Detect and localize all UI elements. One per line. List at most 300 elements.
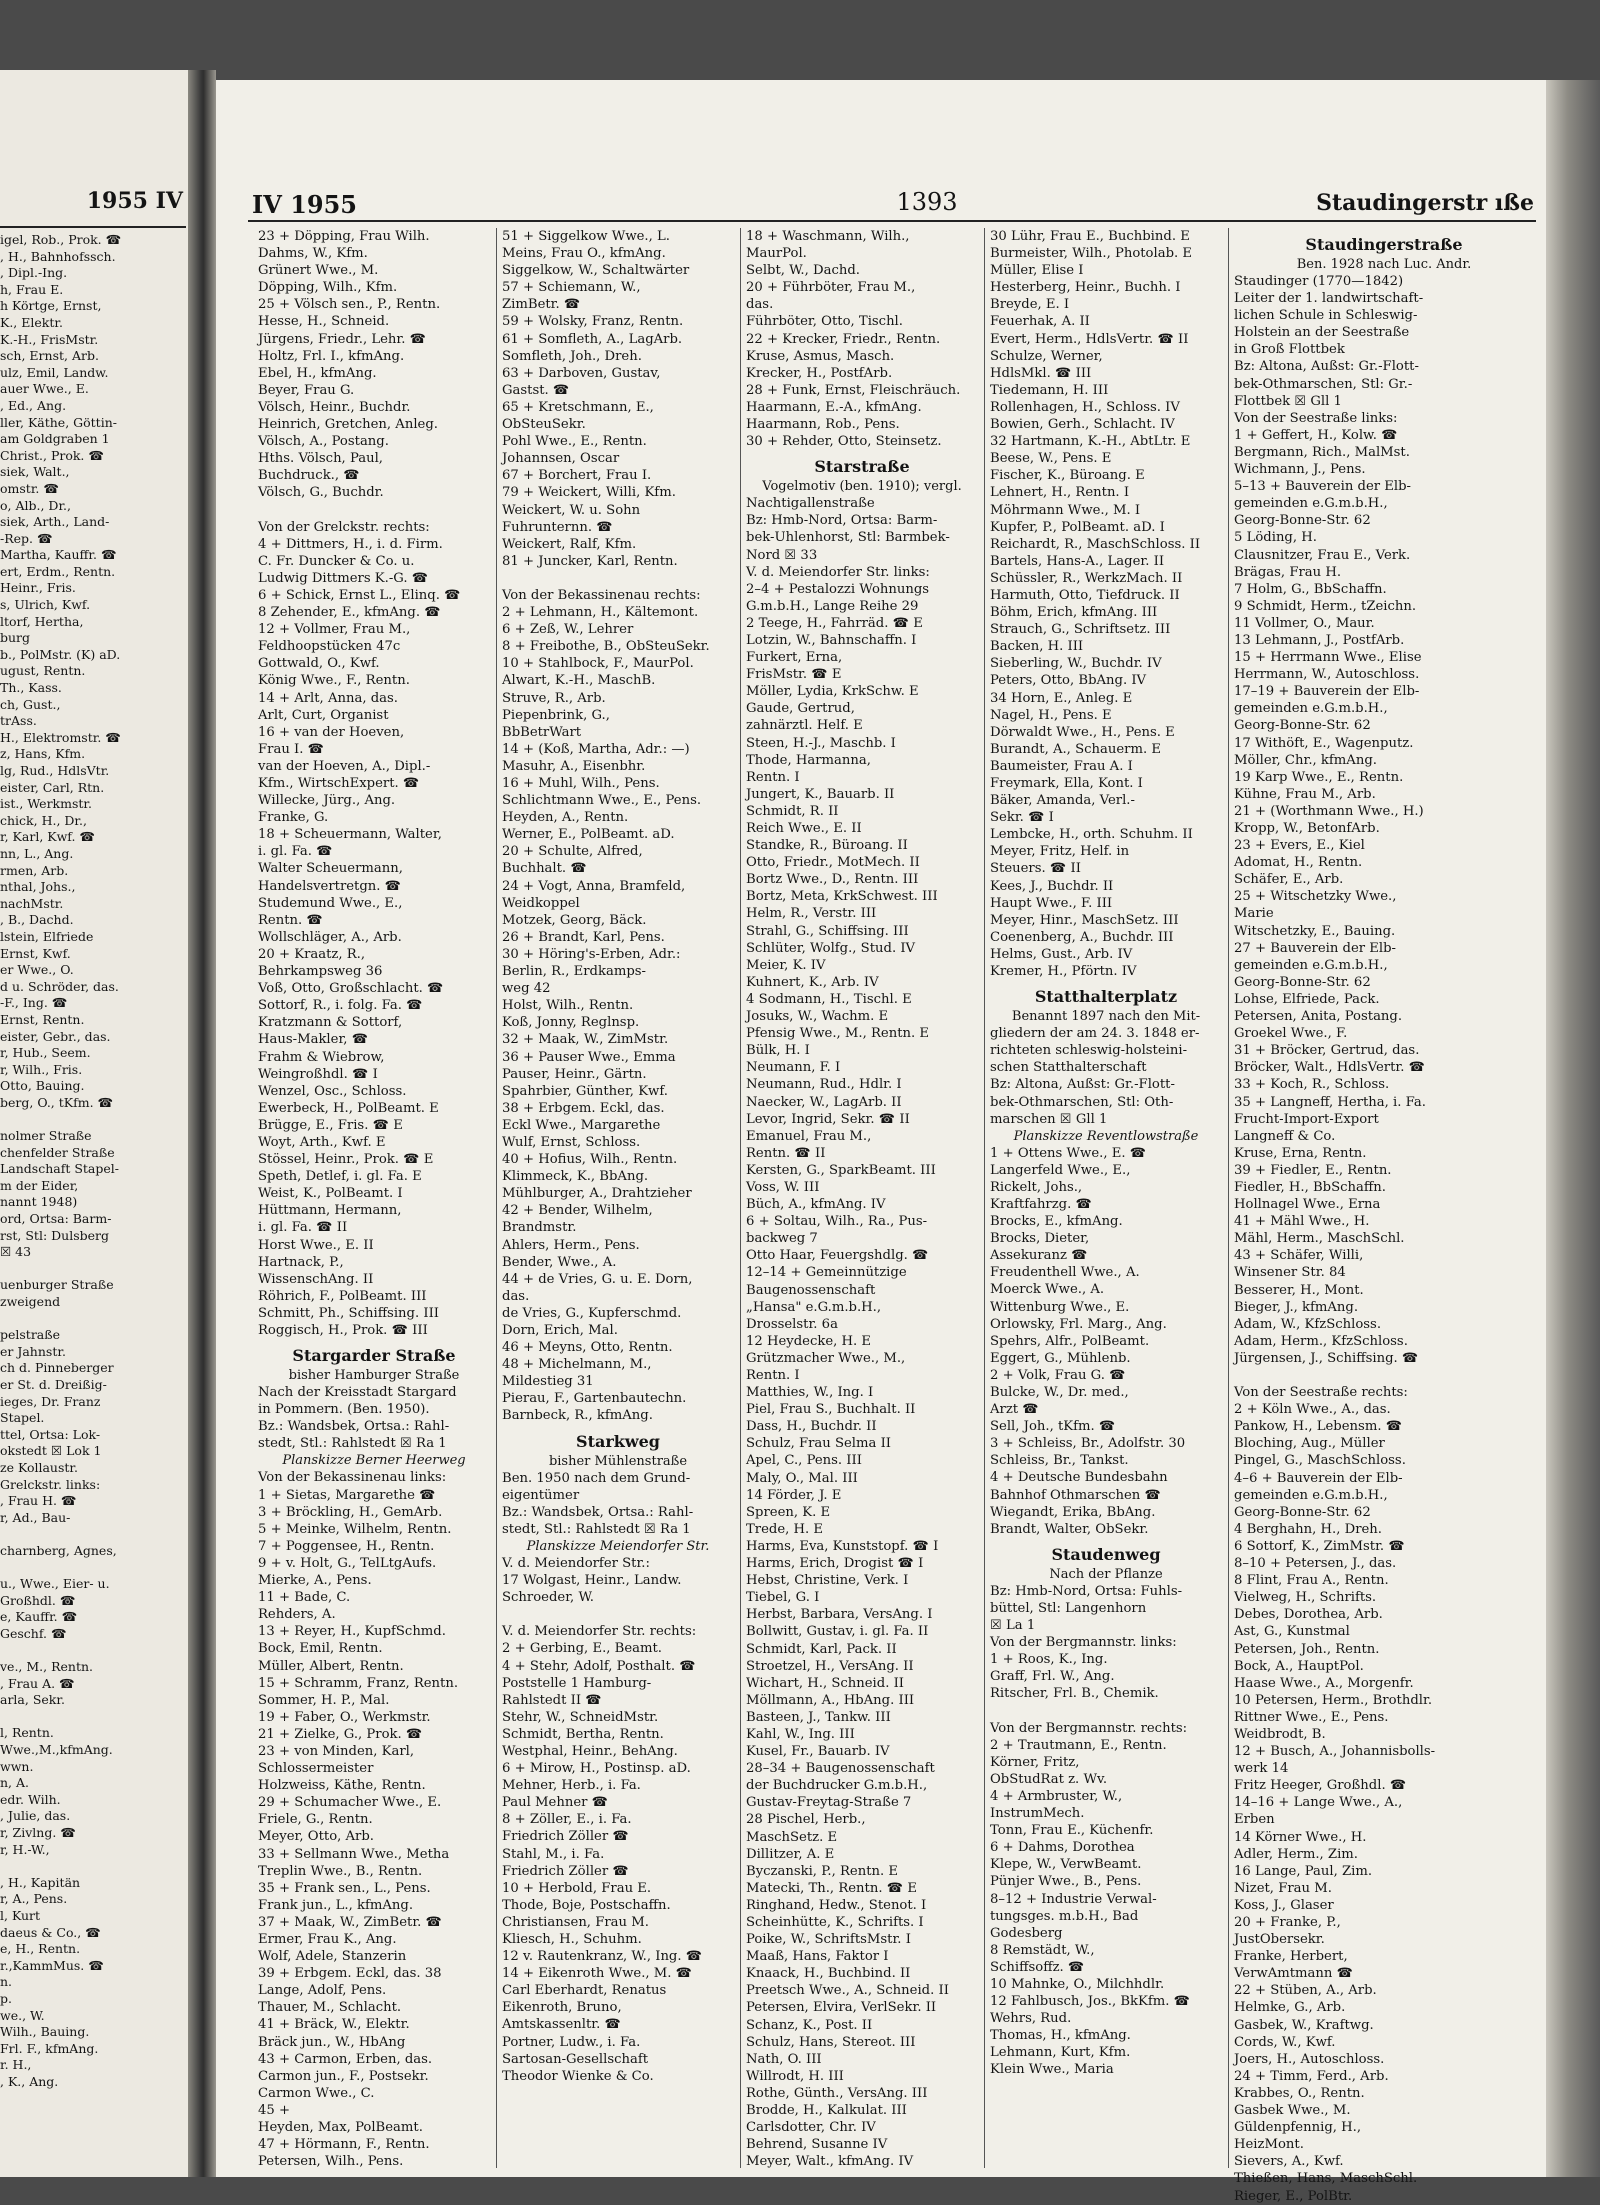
entry-line: Adler, Herm., Zim. [1234,1846,1358,1862]
entry-line: Portner, Ludw., i. Fa. [502,2034,641,2050]
entry-line: Grünert Wwe., M. [258,263,379,279]
entry-line: Rittner Wwe., E., Pens. [1234,1709,1389,1725]
entry-line: Schulz, Frau Selma II [746,1436,891,1452]
entry-line: 51 + Siggelkow Wwe., L. [502,229,670,244]
entry-line: 21 + Zielke, G., Prok. ☎ [258,1726,423,1742]
entry-line: 45 + [258,2102,291,2118]
entry-line: Büch, A., kfmAng. IV [746,1197,886,1213]
entry-line: siek, Arth., Land- [0,514,110,530]
entry-line: charnberg, Agnes, [0,1542,117,1558]
entry-line: Horst Wwe., E. II [258,1237,374,1253]
entry-line: schen Statthalterschaft [990,1060,1147,1076]
entry-line: Hollnagel Wwe., Erna [1234,1197,1381,1213]
entry-line: u., Wwe., Eier- u. [0,1576,110,1592]
entry-line: Heinr., Fris. [0,580,76,596]
entry-line: Weickert, Ralf, Kfm. [502,536,637,552]
entry-line: rmen, Arb. [0,862,69,878]
entry-line: Schlüter, Wolfg., Stud. IV [746,940,916,956]
entry-line: Masuhr, A., Eisenbhr. [502,758,646,774]
entry-line: 6 + Mirow, H., Postinsp. aD. [502,1761,691,1777]
entry-line: gemeinden e.G.m.b.H., [1234,496,1388,512]
entry-line: Pierau, F., Gartenbautechn. [502,1391,687,1407]
entry-line: Rentn. I [746,769,800,785]
entry-line: r, Zivlng. ☎ [0,1825,76,1840]
entry-line: Schroeder, W. [502,1590,594,1606]
entry-line: -F., Ing. ☎ [0,995,68,1011]
entry-line: Güldenpfennig, H., [1234,2120,1362,2136]
entry-line: Langerfeld Wwe., E., [990,1162,1131,1178]
entry-line: Grützmacher Wwe., M., [746,1350,906,1366]
entry-line: Nizet, Frau M. [1234,1880,1332,1896]
entry-line: uenburger Straße [0,1277,114,1293]
entry-line: 5–13 + Bauverein der Elb- [1234,479,1411,495]
entry-line: Peters, Otto, BbAng. IV [990,673,1147,689]
entry-line: 15 + Schramm, Franz, Rentn. [258,1675,459,1691]
entry-line: der Buchdrucker G.m.b.H., [746,1778,928,1794]
entry-line: Kruse, Erna, Rentn. [1234,1145,1367,1161]
entry-line: Kropp, W., BetonfArb. [1234,821,1380,836]
entry-line: Schüssler, R., WerkzMach. II [990,570,1183,586]
entry-line: 10 Mahnke, O., Milchhdlr. [990,1977,1165,1992]
entry-line: Schulz, Hans, Stereot. III [746,2034,916,2050]
entry-line: lichen Schule in Schleswig- [1234,308,1418,324]
entry-line: , Frau A. ☎ [0,1675,75,1691]
entry-line: ulz, Emil, Landw. [0,364,109,380]
entry-line: Westphal, Heinr., BehAng. [502,1743,678,1759]
entry-line: K., Elektr. [0,314,63,330]
entry-line: 14 + Arlt, Anna, das. [258,690,398,706]
entry-line: 8 + Freibothe, B., ObSteuSekr. [502,639,710,655]
entry-line: Schmidt, Bertha, Rentn. [502,1726,664,1742]
entry-line: Dahms, W., Kfm. [258,246,368,262]
directory-column-4 [990,228,1222,2168]
entry-line: 11 + Bade, C. [258,1590,351,1606]
entry-line: Vogelmotiv (ben. 1910); vergl. [762,479,962,495]
entry-line: Sieberling, W., Buchdr. IV [990,656,1162,672]
entry-line: Bz: Altona, Außst: Gr.-Flott- [990,1077,1175,1093]
entry-line: Dass, H., Buchdr. II [746,1419,877,1435]
entry-line: Rieger, E., PolBtr. [1234,2188,1353,2204]
entry-line: VerwAmtmann ☎ [1234,1966,1354,1982]
entry-line: , Frau H. ☎ [0,1493,77,1509]
book-gutter [188,70,216,2177]
entry-line: 4 + Armbruster, W., [990,1788,1123,1804]
entry-line: Von der Bekassinenau rechts: [502,587,701,603]
entry-line: ZimBetr. ☎ [502,297,581,313]
entry-line: Scheinhütte, K., Schrifts. I [746,1915,924,1930]
entry-line: Handelsvertretgn. ☎ [258,878,402,894]
entry-line: Fiedler, H., BbSchaffn. [1234,1179,1386,1195]
entry-line: Schmitt, Ph., Schiffsing. III [258,1305,439,1321]
entry-line: Cords, W., Kwf. [1234,2034,1336,2050]
entry-line: V. d. Meiendorfer Str. rechts: [502,1624,697,1640]
entry-line: 26 + Brandt, Karl, Pens. [502,929,665,945]
entry-line: okstedt ☒ Lok 1 [0,1443,102,1459]
entry-line: Brandt, Walter, ObSekr. [990,1521,1149,1537]
entry-line: Brägas, Frau H. [1234,564,1342,580]
entry-line: 27 + Bauverein der Elb- [1234,940,1397,956]
entry-line: Freudenthell Wwe., A. [990,1265,1140,1281]
entry-line: Joers, H., Autoschloss. [1234,2051,1385,2067]
entry-line: ert, Erdm., Rentn. [0,563,116,579]
entry-line: Adam, W., KfzSchloss. [1234,1316,1382,1332]
entry-line: Debes, Dorothea, Arb. [1234,1607,1383,1623]
entry-line: nannt 1948) [0,1194,78,1210]
entry-line: 32 + Maak, W., ZimMstr. [502,1032,669,1048]
entry-line: Hüttmann, Hermann, [258,1203,402,1219]
entry-line: weg 42 [502,981,551,997]
entry-line: 17 Wolgast, Heinr., Landw. [502,1573,682,1589]
entry-line: Ermer, Frau K., Ang. [258,1932,397,1947]
entry-line: 37 + Maak, W., ZimBetr. ☎ [258,1914,442,1930]
entry-line: auer Wwe., E. [0,381,89,397]
entry-line: 22 + Krecker, Friedr., Rentn. [746,331,941,347]
spacer [258,502,490,519]
entry-line: Wwe.,M.,kfmAng. [0,1742,113,1758]
entry-line: 29 + Schumacher Wwe., E. [258,1795,442,1811]
entry-line: Krabbes, O., Rentn. [1234,2085,1365,2101]
entry-line: Pankow, H., Lebensm. ☎ [1234,1419,1403,1435]
entry-line: Helmke, G., Arb. [1234,2000,1346,2016]
entry-line: Eikenroth, Bruno, [502,2000,622,2016]
entry-line: Petersen, Elvira, VerlSekr. II [746,2000,937,2016]
entry-line: nn, L., Ang. [0,845,74,861]
entry-line: Bz.: Wandsbek, Ortsa.: Rahl- [258,1419,450,1435]
entry-line: r.,KammMus. ☎ [0,1957,104,1973]
entry-line: InstrumMech. [990,1806,1085,1822]
entry-line: Harms, Eva, Kunststopf. ☎ I [746,1538,939,1554]
entry-line: Flottbek ☒ Gll 1 [1234,393,1342,409]
entry-line: Helms, Gust., Arb. IV [990,946,1133,962]
entry-line: Graff, Frl. W., Ang. [990,1669,1115,1685]
entry-line: Burmeister, Wilh., Photolab. E [990,246,1193,262]
entry-line: Bortz Wwe., D., Rentn. III [746,872,919,888]
entry-line: Hesse, H., Schneid. [258,314,390,330]
entry-line: Ben. 1950 nach dem Grund- [502,1470,691,1486]
entry-line: nolmer Straße [0,1128,92,1144]
entry-line: Von der Bergmannstr. links: [990,1635,1177,1651]
entry-line: er Jahnstr. [0,1343,66,1359]
entry-line: Byczanski, P., Rentn. E [746,1863,898,1879]
entry-line: Kahl, W., Ing. III [746,1726,855,1742]
entry-line: Carlsdotter, Chr. IV [746,2120,876,2136]
entry-line: Stapel. [0,1410,45,1426]
entry-line: 12 v. Rautenkranz, W., Ing. ☎ [502,1949,703,1965]
entry-line: Spehrs, Alfr., PolBeamt. [990,1333,1150,1349]
entry-line: edr. Wilh. [0,1791,61,1807]
entry-line: 32 Hartmann, K.-H., AbtLtr. E [990,434,1191,450]
entry-line: Fischer, K., Büroang. E [990,468,1145,484]
entry-line: Bollwitt, Gustav, i. gl. Fa. II [746,1624,929,1640]
entry-line: Bz.: Wandsbek, Ortsa.: Rahl- [502,1504,694,1520]
entry-line: Friedrich Zöller ☎ [502,1863,629,1879]
entry-line: arla, Sekr. [0,1692,65,1708]
entry-line: 8 Zehender, E., kfmAng. ☎ [258,605,441,621]
entry-line: 12 Heydecke, H. E [746,1333,872,1349]
entry-line: Martha, Kauffr. ☎ [0,547,117,563]
entry-line: 16 Lange, Paul, Zim. [1234,1863,1373,1879]
column-divider [496,228,497,2168]
entry-line: ieges, Dr. Franz [0,1393,101,1409]
entry-line: 7 + Poggensee, H., Rentn. [258,1538,435,1554]
entry-line: Planskizze Reventlowstraße [1013,1128,1199,1144]
entry-line: Krecker, H., PostfArb. [746,365,893,381]
entry-line: Rahlstedt II ☎ [502,1692,602,1708]
entry-line: Treplin Wwe., B., Rentn. [258,1863,423,1879]
entry-line: rst, Stl: Dulsberg [0,1227,109,1243]
entry-line: 9 + v. Holt, G., TelLtgAufs. [258,1555,437,1571]
street-heading: Staudenweg [1051,1544,1161,1564]
entry-line: Landschaft Stapel- [0,1161,120,1177]
entry-line: siek, Walt., [0,464,70,480]
entry-line: Brocks, E., kfmAng. [990,1214,1123,1230]
entry-line: Gottwald, O., Kwf. [258,656,380,672]
entry-line: Spreen, K. E [746,1504,831,1520]
entry-line: Thießen, Hans, MaschSchl. [1234,2171,1418,2187]
entry-line: Bowien, Gerh., Schlacht. IV [990,417,1175,433]
entry-line: Trede, H. E [746,1521,824,1537]
entry-line: 48 + Michelmann, M., [502,1357,652,1373]
entry-line: Rentn. ☎ II [746,1145,826,1161]
entry-line: r, Wilh., Fris. [0,1061,83,1077]
entry-line: Holzweiss, Käthe, Rentn. [258,1778,426,1794]
entry-line: Bz: Hmb-Nord, Ortsa: Fuhls- [990,1583,1183,1599]
entry-line: Stössel, Heinr., Prok. ☎ E [258,1152,434,1168]
entry-line: gemeinden e.G.m.b.H., [1234,1487,1388,1503]
entry-line: Otto, Bauing. [0,1078,85,1094]
entry-line: trAss. [0,713,37,729]
entry-line: Petersen, Joh., Rentn. [1234,1641,1380,1657]
entry-line: Von der Seestraße rechts: [1234,1385,1408,1401]
entry-line: stedt, Stl.: Rahlstedt ☒ Ra 1 [502,1521,691,1537]
entry-line: Witschetzky, E., Bauing. [1234,923,1396,939]
entry-line: 2 Teege, H., Fahrräd. ☎ E [746,615,923,631]
entry-line: Koss, J., Glaser [1234,1897,1334,1913]
entry-line: -Rep. ☎ [0,530,53,546]
entry-line: Leiter der 1. landwirtschaft- [1234,291,1424,307]
spacer [0,1261,186,1278]
entry-line: Franke, Herbert, [1234,1949,1348,1965]
entry-line: 14–16 + Lange Wwe., A., [1234,1795,1403,1811]
entry-line: Weidkoppel [502,895,580,911]
entry-line: BbBetrWart [502,724,582,740]
entry-line: 43 + Schäfer, Willi, [1234,1248,1364,1264]
entry-line: Nagel, H., Pens. E [990,707,1112,723]
entry-line: 12 + Busch, A., Johannisbolls- [1234,1744,1436,1760]
entry-line: 47 + Hörmann, F., Rentn. [258,2137,430,2153]
entry-line: Walter Scheuermann, [258,861,403,877]
entry-line: HdlsMkl. ☎ III [990,365,1092,381]
entry-line: Hebst, Christine, Verk. I [746,1573,909,1589]
entry-line: 46 + Meyns, Otto, Rentn. [502,1340,673,1356]
entry-line: 34 Horn, E., Anleg. E [990,690,1133,706]
entry-line: Burandt, A., Schauerm. E [990,741,1161,757]
entry-line: burg [0,630,31,646]
entry-line: 10 Petersen, Herm., Brothdlr. [1234,1692,1433,1708]
entry-line: Jürgensen, J., Schiffsing. ☎ [1234,1350,1419,1366]
entry-line: Kratzmann & Sottorf, [258,1015,403,1031]
entry-line: Bartels, Hans-A., Lager. II [990,553,1165,569]
entry-line: n. [0,1974,13,1990]
entry-line: 35 + Frank sen., L., Pens. [258,1880,431,1896]
spacer [1234,1367,1534,1384]
entry-line: lstein, Elfriede [0,928,94,944]
entry-line: o, Alb., Dr., [0,497,71,513]
entry-line: 12 + Vollmer, Frau M., [258,622,411,638]
spacer [990,1703,1222,1720]
entry-line: Meyer, Walt., kfmAng. IV [746,2154,914,2170]
entry-line: 4 + Stehr, Adolf, Posthalt. ☎ [502,1658,696,1674]
entry-line: 63 + Darboven, Gustav, [502,365,661,381]
entry-line: nthal, Johs., [0,879,76,895]
entry-line: 8–10 + Petersen, J., das. [1234,1556,1397,1572]
entry-line: p. [0,1990,12,2006]
entry-line: Clausnitzer, Frau E., Verk. [1234,547,1411,563]
entry-line: Bülk, H. I [746,1043,810,1059]
entry-line: 8 + Zöller, E., i. Fa. [502,1812,632,1828]
entry-line: Steen, H.-J., Maschb. I [746,735,896,751]
entry-line: Bloching, Aug., Müller [1234,1436,1385,1452]
entry-line: Moerck Wwe., A. [990,1282,1105,1298]
entry-line: V. d. Meiendorfer Str. links: [746,564,930,580]
entry-line: Völsch, Heinr., Buchdr. [258,399,411,415]
entry-line: Gastst. ☎ [502,382,570,398]
column-divider [740,228,741,2168]
entry-line: Planskizze Berner Heerweg [282,1453,466,1469]
entry-line: 5 + Meinke, Wilhelm, Rentn. [258,1521,452,1537]
entry-line: Georg-Bonne-Str. 62 [1234,974,1371,990]
entry-line: in Groß Flottbek [1234,342,1345,358]
entry-line: Nord ☒ 33 [746,547,818,563]
entry-line: Furkert, Erna, [746,650,843,666]
entry-line: Ebel, H., kfmAng. [258,365,377,381]
entry-line: Levor, Ingrid, Sekr. ☎ II [746,1111,910,1127]
entry-line: Gasbek, W., Kraftwg. [1234,2017,1374,2033]
entry-line: Steuers. ☎ II [990,861,1081,877]
entry-line: Poststelle 1 Hamburg- [502,1675,652,1691]
entry-line: nachMstr. [0,895,64,911]
entry-line: 10 + Herbold, Frau E. [502,1880,652,1896]
entry-line: Kees, J., Buchdr. II [990,878,1114,894]
entry-line: 8 Remstädt, W., [990,1942,1095,1958]
entry-line: 23 + Evers, E., Kiel [1234,838,1365,854]
entry-line: Strahl, G., Schiffsing. III [746,923,909,939]
entry-line: 14 Förder, J. E [746,1487,842,1503]
entry-line: chenfelder Straße [0,1144,115,1160]
entry-line: 59 + Wolsky, Franz, Rentn. [502,314,684,330]
entry-line: Petersen, Wilh., Pens. [258,2154,404,2170]
entry-line: i. gl. Fa. ☎ [258,844,333,860]
entry-line: van der Hoeven, A., Dipl.- [258,758,431,774]
entry-line: Von der Grelckstr. rechts: [258,519,430,535]
entry-line: 10 + Stahlbock, F., MaurPol. [502,656,694,672]
entry-line: Petersen, Anita, Postang. [1234,1009,1403,1025]
entry-line: Standke, R., Büroang. II [746,838,908,854]
entry-line: Emanuel, Frau M., [746,1128,872,1144]
entry-line: Nath, O. III [746,2051,822,2067]
entry-line: Tiedemann, H. III [990,382,1109,398]
entry-line: Kuhnert, K., Arb. IV [746,974,879,990]
entry-line: , Julie, das. [0,1808,71,1824]
entry-line: Lembcke, H., orth. Schuhm. II [990,827,1193,843]
entry-line: berg, O., tKfm. ☎ [0,1094,114,1110]
entry-line: 33 + Koch, R., Schloss. [1234,1077,1390,1093]
entry-line: Winsener Str. 84 [1234,1265,1346,1281]
entry-line: Bock, A., HauptPol. [1234,1658,1364,1674]
entry-line: Schmidt, Karl, Pack. II [746,1641,897,1657]
entry-line: Klein Wwe., Maria [990,2062,1114,2078]
entry-line: Stehr, W., SchneidMstr. [502,1709,659,1725]
entry-line: Grelckstr. links: [0,1476,101,1492]
entry-line: ch d. Pinneberger [0,1360,114,1376]
entry-line: 17–19 + Bauverein der Elb- [1234,684,1420,700]
entry-line: 28 + Funk, Ernst, Fleischräuch. [746,382,961,398]
entry-line: Pfensig Wwe., M., Rentn. E [746,1026,930,1042]
entry-line: Meyer, Otto, Arb. [258,1829,374,1845]
entry-line: Wichart, H., Schneid. II [746,1675,905,1691]
entry-line: Spahrbier, Günther, Kwf. [502,1083,668,1099]
entry-line: K.-H., FrisMstr. [0,331,99,347]
entry-line: Marie [1234,906,1274,922]
column-divider [1228,228,1229,2168]
left-page-column [0,226,186,2091]
entry-line: Wollschläger, A., Arb. [258,929,402,945]
entry-line: Haus-Makler, ☎ [258,1032,369,1048]
entry-line: er St. d. Dreißig- [0,1376,107,1392]
entry-line: 19 + Faber, O., Werkmstr. [258,1709,431,1725]
entry-line: h, Frau E. [0,281,64,297]
entry-line: ttel, Ortsa: Lok- [0,1426,101,1442]
entry-line: 20 + Schulte, Alfred, [502,844,643,860]
entry-line: Brandmstr. [502,1220,577,1236]
entry-line: Sell, Joh., tKfm. ☎ [990,1419,1116,1435]
entry-line: Feuerhak, A. II [990,314,1090,330]
entry-line: Woyt, Arth., Kwf. E [258,1134,386,1150]
entry-line: Theodor Wienke & Co. [502,2068,654,2084]
entry-line: Brocks, Dieter, [990,1231,1090,1247]
entry-line: m der Eider, [0,1177,79,1193]
entry-line: , H., Kapitän [0,1874,81,1890]
entry-line: omstr. ☎ [0,480,59,496]
entry-line: ObSteuSekr. [502,417,586,433]
entry-line: 2 + Lehmann, H., Kältemont. [502,605,699,621]
directory-column-2 [502,228,734,2168]
entry-line: Studemund Wwe., E., [258,895,403,911]
entry-line: Sommer, H. P., Mal. [258,1692,390,1708]
entry-line: Harmuth, Otto, Tiefdruck. II [990,587,1180,603]
entry-line: Möller, Lydia, KrkSchw. E [746,684,919,700]
entry-line: sch, Ernst, Arb. [0,348,99,364]
entry-line: Haarmann, E.-A., kfmAng. [746,399,922,415]
entry-line: Georg-Bonne-Str. 62 [1234,513,1371,529]
entry-line: Weickert, W. u. Sohn [502,502,641,518]
entry-line: Thauer, M., Schlacht. [258,2000,402,2016]
entry-line: Ernst, Kwf. [0,945,71,961]
entry-line: Möllmann, A., HbAng. III [746,1692,915,1708]
spacer [0,1526,186,1543]
entry-line: Kremer, H., Pförtn. IV [990,964,1137,980]
entry-line: Wichmann, J., Pens. [1234,462,1366,478]
entry-line: Wiegandt, Erika, BbAng. [990,1504,1156,1520]
entry-line: Wulf, Ernst, Schloss. [502,1134,641,1150]
entry-line: z, Hans, Kfm. [0,746,86,762]
entry-line: Völsch, A., Postang. [258,434,389,450]
entry-line: 4 Berghahn, H., Dreh. [1234,1521,1382,1537]
entry-line: Pingel, G., MaschSchloss. [1234,1453,1406,1469]
entry-line: werk 14 [1234,1761,1289,1777]
entry-line: d u. Schröder, das. [0,978,119,994]
entry-line: Somfleth, Joh., Dreh. [502,348,642,364]
